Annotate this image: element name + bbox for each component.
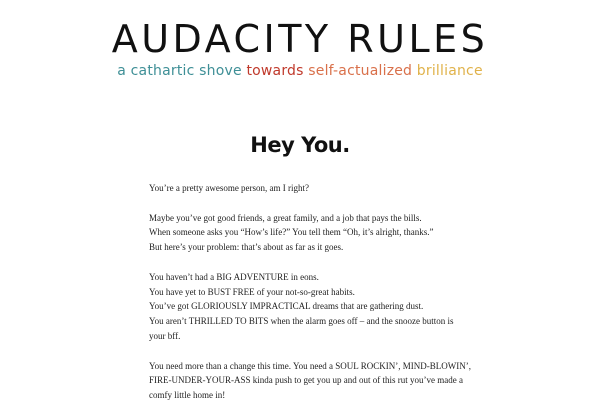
site-title[interactable]: AUDACITY RULES: [111, 17, 489, 61]
text-line: You haven’t had a BIG ADVENTURE in eons.: [149, 271, 319, 282]
tagline-part-4: brilliance: [416, 63, 483, 79]
text-line: You need more than a change this time. You need a SOUL ROCKIN’, MIND-BLOWIN’,: [149, 360, 471, 371]
text-line: You’ve got GLORIOUSLY IMPRACTICAL dreams that are gathering dust.: [149, 301, 424, 312]
tagline: [0, 61, 600, 81]
text-line: FIRE-UNDER-YOUR-ASS kinda push to get you up and out of this rut you’ve made a: [149, 375, 463, 386]
text-line: You have yet to BUST FREE of your not-so-great habits.: [149, 286, 355, 297]
paragraph: [149, 270, 459, 344]
text-line: your bff.: [149, 330, 181, 341]
paragraph: [149, 359, 471, 400]
text-line: When someone asks you “How’s life?” You tell them “Oh, it’s alright, thanks.”: [149, 227, 434, 238]
text-line: comfy little home in!: [149, 390, 226, 400]
paragraph: [149, 211, 459, 255]
text-line: You aren’t THRILLED TO BITS when the alarm goes off – and the snooze button is: [149, 316, 454, 327]
body-text: [149, 181, 471, 400]
tagline-part-2: towards: [246, 63, 304, 79]
text-line: Maybe you’ve got good friends, a great family, and a job that pays the bills.: [149, 212, 422, 223]
tagline-part-3: self-actualized: [308, 63, 413, 79]
text-line: But here’s your problem: that’s about as far as it goes.: [149, 242, 344, 253]
paragraph: [149, 181, 459, 196]
tagline-part-1: a cathartic shove: [117, 63, 242, 79]
page-heading: Hey You.: [250, 133, 350, 157]
text-line: You’re a pretty awesome person, am I right?: [149, 183, 310, 193]
